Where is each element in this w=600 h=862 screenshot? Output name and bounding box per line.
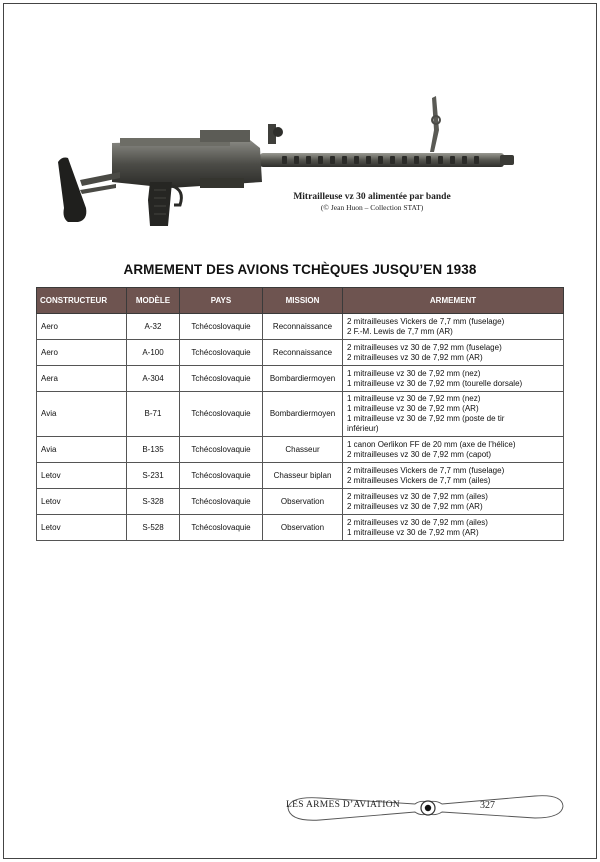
- cell-constructeur: Aero: [37, 314, 127, 340]
- mission-line: Bombardier: [269, 373, 312, 383]
- cell-modele: S-328: [127, 489, 180, 515]
- table-row: [37, 489, 564, 515]
- cell-armement: [343, 515, 564, 541]
- table-row: [37, 314, 564, 340]
- table-row: [37, 463, 564, 489]
- cell-constructeur: Letov: [37, 463, 127, 489]
- cell-pays: Tchécoslovaquie: [180, 437, 263, 463]
- mission-line: moyen: [311, 409, 336, 418]
- header-modele: MODÈLE: [127, 288, 180, 314]
- table-row: [37, 392, 564, 437]
- armement-line: inférieur): [347, 424, 379, 433]
- armement-line: 1 mitrailleuse vz 30 de 7,92 mm (poste de tir: [347, 414, 505, 423]
- cell-mission: [263, 437, 343, 463]
- armement-line: 1 mitrailleuse vz 30 de 7,92 mm (AR): [347, 527, 479, 537]
- cell-pays: Tchécoslovaquie: [180, 463, 263, 489]
- cell-modele: S-231: [127, 463, 180, 489]
- armement-line: 2 mitrailleuses vz 30 de 7,92 mm (fuselage): [347, 342, 502, 352]
- armement-line: 2 mitrailleuses vz 30 de 7,92 mm (ailes): [347, 517, 488, 527]
- cell-mission: [263, 463, 343, 489]
- table-title: ARMEMENT DES AVIONS TCHÈQUES JUSQU’EN 1938: [123, 262, 477, 277]
- table-row: [37, 366, 564, 392]
- table-row: [37, 515, 564, 541]
- mission-line: Observation: [280, 522, 325, 532]
- cell-constructeur: Avia: [37, 392, 127, 437]
- armement-line: 2 mitrailleuses Vickers de 7,7 mm (fuselage): [347, 465, 505, 475]
- cell-pays: Tchécoslovaquie: [180, 489, 263, 515]
- cell-modele: B-135: [127, 437, 180, 463]
- armement-line: 1 mitrailleuse vz 30 de 7,92 mm (AR): [347, 404, 479, 413]
- armement-line: 1 canon Oerlikon FF de 20 mm (axe de l’hélice): [347, 439, 516, 449]
- cell-modele: A-304: [127, 366, 180, 392]
- cell-pays: Tchécoslovaquie: [180, 314, 263, 340]
- table-row: [37, 437, 564, 463]
- cell-armement: [343, 489, 564, 515]
- cell-mission: [263, 366, 343, 392]
- caption-credit: (© Jean Huon – Collection STAT): [320, 203, 424, 212]
- armement-line: 2 mitrailleuses vz 30 de 7,92 mm (AR): [347, 352, 483, 362]
- armement-line: 1 mitrailleuse vz 30 de 7,92 mm (nez): [347, 368, 481, 378]
- mission-line: Reconnaissance: [272, 321, 333, 331]
- cell-armement: [343, 314, 564, 340]
- cell-constructeur: Aero: [37, 340, 127, 366]
- cell-constructeur: Aera: [37, 366, 127, 392]
- armement-line: 2 mitrailleuses vz 30 de 7,92 mm (AR): [347, 501, 483, 511]
- armament-table: [36, 287, 564, 541]
- armement-line: 1 mitrailleuse vz 30 de 7,92 mm (nez): [347, 394, 481, 403]
- figure-caption: [292, 191, 452, 213]
- header-armement: ARMEMENT: [343, 288, 564, 314]
- cell-mission: [263, 515, 343, 541]
- machine-gun-illustration: [50, 90, 520, 240]
- mission-line: Reconnaissance: [272, 347, 333, 357]
- cell-armement: [343, 463, 564, 489]
- cell-mission: [263, 314, 343, 340]
- table-row: [37, 340, 564, 366]
- page-footer: [280, 786, 570, 830]
- armement-line: 2 mitrailleuses Vickers de 7,7 mm (ailes): [347, 475, 491, 485]
- armement-line: 2 mitrailleuses Vickers de 7,7 mm (fuselage): [347, 316, 505, 326]
- armement-line: 1 mitrailleuse vz 30 de 7,92 mm (tourelle dorsale): [347, 378, 523, 388]
- cell-constructeur: Letov: [37, 489, 127, 515]
- cell-pays: Tchécoslovaquie: [180, 366, 263, 392]
- caption-title: Mitrailleuse vz 30 alimentée par bande: [293, 192, 451, 202]
- cell-armement: [343, 340, 564, 366]
- armement-line: 2 F.-M. Lewis de 7,7 mm (AR): [347, 326, 453, 336]
- mission-line: Observation: [280, 496, 325, 506]
- mission-line: Bombardier: [269, 409, 312, 418]
- cell-modele: A-32: [127, 314, 180, 340]
- armement-line: 2 mitrailleuses vz 30 de 7,92 mm (ailes): [347, 491, 488, 501]
- mission-line: Chasseur: [285, 444, 320, 454]
- mission-line: moyen: [311, 373, 336, 383]
- page-number: 327: [480, 800, 495, 811]
- cell-modele: B-71: [127, 392, 180, 437]
- header-constructeur: CONSTRUCTEUR: [37, 288, 127, 314]
- cell-constructeur: Avia: [37, 437, 127, 463]
- cell-modele: A-100: [127, 340, 180, 366]
- cell-armement: [343, 392, 564, 437]
- cell-constructeur: Letov: [37, 515, 127, 541]
- cell-armement: [343, 366, 564, 392]
- cell-pays: Tchécoslovaquie: [180, 392, 263, 437]
- table-header-row: [37, 288, 564, 314]
- cell-mission: [263, 489, 343, 515]
- cell-pays: Tchécoslovaquie: [180, 515, 263, 541]
- footer-book-title: LES ARMES D’AVIATION: [286, 800, 401, 810]
- cell-modele: S-528: [127, 515, 180, 541]
- header-pays: PAYS: [180, 288, 263, 314]
- cell-mission: [263, 392, 343, 437]
- cell-armement: [343, 437, 564, 463]
- cell-pays: Tchécoslovaquie: [180, 340, 263, 366]
- cell-mission: [263, 340, 343, 366]
- armement-line: 2 mitrailleuses vz 30 de 7,92 mm (capot): [347, 449, 492, 459]
- mission-line: Chasseur biplan: [273, 470, 332, 480]
- header-mission: MISSION: [263, 288, 343, 314]
